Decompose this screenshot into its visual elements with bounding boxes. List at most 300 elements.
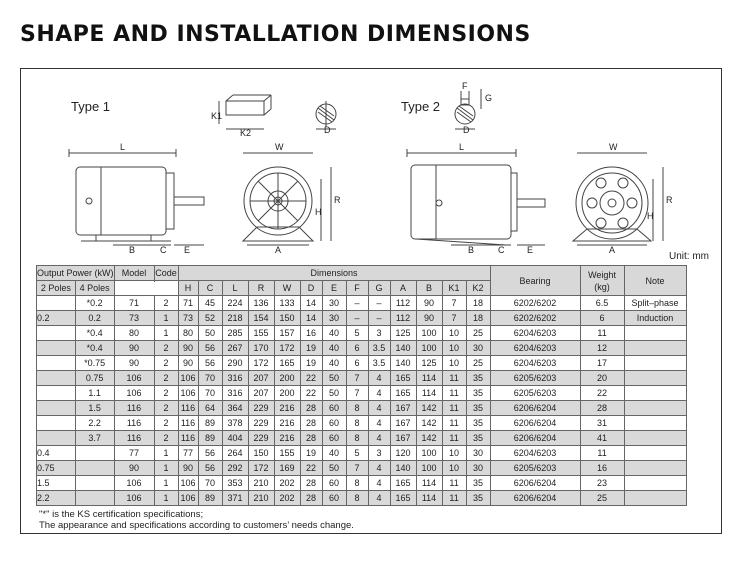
cell-dim-e: 50 bbox=[322, 461, 346, 476]
cell-code: 2 bbox=[154, 431, 178, 446]
header-dim-l: L bbox=[222, 281, 248, 296]
cell-bearing: 6204/6203 bbox=[490, 326, 580, 341]
cell-dim-r: 170 bbox=[248, 341, 274, 356]
cell-dim-h: 90 bbox=[178, 461, 198, 476]
cell-dim-f: 7 bbox=[346, 386, 368, 401]
cell-dim-h: 106 bbox=[178, 491, 198, 506]
header-4-poles: 4 Poles bbox=[75, 281, 114, 296]
cell-dim-f: 7 bbox=[346, 461, 368, 476]
cell-dim-l: 378 bbox=[222, 416, 248, 431]
label-c-type2: C bbox=[498, 245, 505, 255]
header-dim-c: C bbox=[198, 281, 222, 296]
cell-dim-w: 172 bbox=[274, 341, 300, 356]
cell-code: 2 bbox=[154, 416, 178, 431]
cell-bearing: 6202/6202 bbox=[490, 311, 580, 326]
cell-code: 1 bbox=[154, 311, 178, 326]
cell-dim-d: 28 bbox=[300, 401, 322, 416]
spec-sheet-frame bbox=[20, 68, 722, 534]
cell-dim-b: 142 bbox=[416, 431, 442, 446]
header-code: Code bbox=[154, 266, 178, 281]
cell-dim-l: 218 bbox=[222, 311, 248, 326]
cell-note bbox=[624, 386, 686, 401]
table-row bbox=[37, 491, 687, 506]
table-row bbox=[37, 431, 687, 446]
cell-dim-k1: 11 bbox=[442, 371, 466, 386]
type2-side-view bbox=[407, 149, 545, 245]
cell-2-poles: 0.4 bbox=[37, 446, 76, 461]
cell-dim-h: 116 bbox=[178, 416, 198, 431]
cell-dim-w: 200 bbox=[274, 371, 300, 386]
table-row bbox=[37, 371, 687, 386]
cell-dim-r: 207 bbox=[248, 386, 274, 401]
cell-dim-r: 229 bbox=[248, 431, 274, 446]
cell-model: 116 bbox=[114, 401, 154, 416]
cell-2-poles: 0.2 bbox=[37, 311, 76, 326]
unit-label: Unit: mm bbox=[669, 251, 709, 262]
cell-dim-c: 56 bbox=[198, 461, 222, 476]
drawing-canvas bbox=[21, 69, 721, 269]
page-title: SHAPE AND INSTALLATION DIMENSIONS bbox=[20, 22, 531, 47]
cell-dim-d: 14 bbox=[300, 311, 322, 326]
header-weight: Weight (kg) bbox=[580, 266, 624, 296]
cell-dim-k1: 11 bbox=[442, 416, 466, 431]
cell-dim-d: 19 bbox=[300, 446, 322, 461]
cell-dim-w: 216 bbox=[274, 416, 300, 431]
cell-weight: 41 bbox=[580, 431, 624, 446]
cell-dim-f: 8 bbox=[346, 401, 368, 416]
cell-dim-a: 140 bbox=[390, 356, 416, 371]
cell-dim-w: 202 bbox=[274, 476, 300, 491]
cell-dim-c: 70 bbox=[198, 371, 222, 386]
cell-dim-l: 316 bbox=[222, 386, 248, 401]
cell-2-poles bbox=[37, 341, 76, 356]
cell-dim-a: 125 bbox=[390, 326, 416, 341]
cell-note bbox=[624, 326, 686, 341]
cell-dim-h: 77 bbox=[178, 446, 198, 461]
cell-code: 1 bbox=[154, 491, 178, 506]
header-dim-f: F bbox=[346, 281, 368, 296]
cell-dim-k1: 11 bbox=[442, 401, 466, 416]
cell-dim-c: 89 bbox=[198, 491, 222, 506]
cell-dim-f: 5 bbox=[346, 326, 368, 341]
cell-dim-k1: 11 bbox=[442, 431, 466, 446]
cell-2-poles bbox=[37, 296, 76, 311]
cell-dim-f: 8 bbox=[346, 476, 368, 491]
cell-dim-a: 167 bbox=[390, 416, 416, 431]
cell-note: Induction bbox=[624, 311, 686, 326]
cell-note bbox=[624, 431, 686, 446]
cell-dim-k2: 30 bbox=[466, 461, 490, 476]
cell-weight: 28 bbox=[580, 401, 624, 416]
table-row bbox=[37, 461, 687, 476]
cell-dim-r: 210 bbox=[248, 491, 274, 506]
table-row bbox=[37, 476, 687, 491]
cell-dim-e: 50 bbox=[322, 386, 346, 401]
table-row bbox=[37, 386, 687, 401]
cell-2-poles bbox=[37, 431, 76, 446]
cell-dim-b: 114 bbox=[416, 386, 442, 401]
cell-dim-g: 4 bbox=[368, 476, 390, 491]
cell-dim-k2: 30 bbox=[466, 446, 490, 461]
cell-dim-k2: 35 bbox=[466, 416, 490, 431]
cell-dim-k2: 35 bbox=[466, 401, 490, 416]
cell-dim-d: 28 bbox=[300, 491, 322, 506]
cell-weight: 23 bbox=[580, 476, 624, 491]
cell-dim-r: 210 bbox=[248, 476, 274, 491]
cell-dim-c: 89 bbox=[198, 416, 222, 431]
label-e-type2: E bbox=[527, 245, 534, 255]
cell-dim-a: 167 bbox=[390, 431, 416, 446]
cell-dim-g: 3.5 bbox=[368, 341, 390, 356]
cell-4-poles: 0.75 bbox=[75, 371, 114, 386]
cell-dim-g: 4 bbox=[368, 401, 390, 416]
cell-dim-r: 229 bbox=[248, 401, 274, 416]
table-row bbox=[37, 341, 687, 356]
cell-dim-c: 64 bbox=[198, 401, 222, 416]
type2-front-view bbox=[573, 153, 663, 245]
cell-4-poles: *0.4 bbox=[75, 326, 114, 341]
type1-side-view bbox=[69, 149, 204, 245]
cell-dim-k1: 7 bbox=[442, 311, 466, 326]
cell-dim-d: 28 bbox=[300, 431, 322, 446]
cell-dim-k1: 10 bbox=[442, 356, 466, 371]
cell-dim-c: 56 bbox=[198, 446, 222, 461]
header-model: Model bbox=[114, 266, 154, 281]
cell-model: 90 bbox=[114, 461, 154, 476]
cell-dim-l: 316 bbox=[222, 371, 248, 386]
cell-4-poles bbox=[75, 446, 114, 461]
cell-dim-l: 371 bbox=[222, 491, 248, 506]
cell-dim-r: 150 bbox=[248, 446, 274, 461]
cell-dim-a: 140 bbox=[390, 461, 416, 476]
label-h-type2: H bbox=[647, 211, 654, 221]
cell-code: 2 bbox=[154, 401, 178, 416]
cell-dim-a: 165 bbox=[390, 491, 416, 506]
cell-dim-e: 40 bbox=[322, 341, 346, 356]
motor-drawings bbox=[21, 69, 721, 269]
cell-4-poles: *0.4 bbox=[75, 341, 114, 356]
cell-dim-k2: 18 bbox=[466, 311, 490, 326]
cell-dim-g: – bbox=[368, 296, 390, 311]
cell-dim-e: 40 bbox=[322, 446, 346, 461]
cell-2-poles bbox=[37, 356, 76, 371]
cell-dim-k2: 35 bbox=[466, 476, 490, 491]
cell-weight: 12 bbox=[580, 341, 624, 356]
footnote-ks: "*" is the KS certification specifications; bbox=[39, 509, 204, 520]
cell-weight: 16 bbox=[580, 461, 624, 476]
type2-shaft-section bbox=[455, 89, 481, 129]
cell-dim-b: 100 bbox=[416, 446, 442, 461]
type1-label: Type 1 bbox=[71, 99, 111, 114]
cell-note bbox=[624, 341, 686, 356]
cell-dim-k1: 10 bbox=[442, 446, 466, 461]
cell-4-poles: 2.2 bbox=[75, 416, 114, 431]
header-dim-b: B bbox=[416, 281, 442, 296]
cell-dim-d: 14 bbox=[300, 296, 322, 311]
cell-weight: 25 bbox=[580, 491, 624, 506]
cell-dim-e: 60 bbox=[322, 476, 346, 491]
cell-dim-e: 60 bbox=[322, 491, 346, 506]
header-dim-k1: K1 bbox=[442, 281, 466, 296]
cell-dim-k2: 35 bbox=[466, 491, 490, 506]
cell-bearing: 6206/6204 bbox=[490, 431, 580, 446]
cell-dim-a: 165 bbox=[390, 476, 416, 491]
cell-code: 2 bbox=[154, 371, 178, 386]
cell-dim-b: 100 bbox=[416, 461, 442, 476]
cell-dim-r: 207 bbox=[248, 371, 274, 386]
cell-dim-r: 136 bbox=[248, 296, 274, 311]
cell-code: 1 bbox=[154, 326, 178, 341]
cell-note bbox=[624, 416, 686, 431]
cell-code: 2 bbox=[154, 296, 178, 311]
cell-model: 80 bbox=[114, 326, 154, 341]
cell-dim-a: 165 bbox=[390, 371, 416, 386]
table-row bbox=[37, 326, 687, 341]
cell-model: 71 bbox=[114, 296, 154, 311]
cell-dim-k2: 25 bbox=[466, 356, 490, 371]
cell-dim-l: 224 bbox=[222, 296, 248, 311]
cell-dim-l: 285 bbox=[222, 326, 248, 341]
cell-dim-k1: 11 bbox=[442, 476, 466, 491]
label-c-type1: C bbox=[160, 245, 167, 255]
cell-note bbox=[624, 476, 686, 491]
type2-label: Type 2 bbox=[401, 99, 441, 114]
label-h-type1: H bbox=[315, 207, 322, 217]
cell-2-poles: 0.75 bbox=[37, 461, 76, 476]
cell-4-poles: 0.2 bbox=[75, 311, 114, 326]
header-dim-h: H bbox=[178, 281, 198, 296]
cell-bearing: 6205/6203 bbox=[490, 461, 580, 476]
cell-dim-k2: 35 bbox=[466, 431, 490, 446]
header-note: Note bbox=[624, 266, 686, 296]
cell-weight: 6 bbox=[580, 311, 624, 326]
cell-dim-d: 19 bbox=[300, 341, 322, 356]
cell-dim-w: 165 bbox=[274, 356, 300, 371]
cell-weight: 31 bbox=[580, 416, 624, 431]
header-dim-r: R bbox=[248, 281, 274, 296]
cell-bearing: 6204/6203 bbox=[490, 446, 580, 461]
cell-dim-w: 169 bbox=[274, 461, 300, 476]
cell-dim-f: – bbox=[346, 296, 368, 311]
cell-dim-h: 80 bbox=[178, 326, 198, 341]
cell-note: Split–phase bbox=[624, 296, 686, 311]
cell-4-poles bbox=[75, 461, 114, 476]
cell-dim-d: 22 bbox=[300, 461, 322, 476]
cell-dim-f: 5 bbox=[346, 446, 368, 461]
cell-dim-e: 60 bbox=[322, 401, 346, 416]
label-r-type1: R bbox=[334, 195, 341, 205]
type1-front-view bbox=[243, 153, 331, 245]
cell-dim-f: 6 bbox=[346, 341, 368, 356]
cell-dim-w: 216 bbox=[274, 401, 300, 416]
cell-dim-c: 56 bbox=[198, 341, 222, 356]
cell-dim-a: 140 bbox=[390, 341, 416, 356]
cell-dim-b: 142 bbox=[416, 416, 442, 431]
cell-dim-f: 8 bbox=[346, 416, 368, 431]
cell-2-poles: 2.2 bbox=[37, 491, 76, 506]
cell-dim-d: 28 bbox=[300, 416, 322, 431]
header-dim-g: G bbox=[368, 281, 390, 296]
cell-weight: 17 bbox=[580, 356, 624, 371]
cell-dim-g: 3 bbox=[368, 326, 390, 341]
label-l-type1: L bbox=[120, 142, 126, 152]
header-dim-d: D bbox=[300, 281, 322, 296]
table-row bbox=[37, 401, 687, 416]
header-2-poles: 2 Poles bbox=[37, 281, 76, 296]
label-f: F bbox=[462, 81, 468, 91]
cell-bearing: 6206/6204 bbox=[490, 491, 580, 506]
cell-dim-c: 52 bbox=[198, 311, 222, 326]
cell-dim-k2: 35 bbox=[466, 386, 490, 401]
label-e-type1: E bbox=[184, 245, 191, 255]
cell-model: 77 bbox=[114, 446, 154, 461]
cell-model: 116 bbox=[114, 431, 154, 446]
cell-dim-r: 172 bbox=[248, 356, 274, 371]
cell-bearing: 6206/6204 bbox=[490, 476, 580, 491]
cell-dim-h: 116 bbox=[178, 431, 198, 446]
cell-dim-h: 90 bbox=[178, 356, 198, 371]
label-r-type2: R bbox=[666, 195, 673, 205]
cell-model: 73 bbox=[114, 311, 154, 326]
cell-dim-g: 3 bbox=[368, 446, 390, 461]
cell-model: 106 bbox=[114, 491, 154, 506]
cell-dim-b: 100 bbox=[416, 341, 442, 356]
cell-dim-r: 229 bbox=[248, 416, 274, 431]
cell-dim-k2: 25 bbox=[466, 326, 490, 341]
cell-2-poles bbox=[37, 416, 76, 431]
table-row bbox=[37, 296, 687, 311]
cell-dim-b: 90 bbox=[416, 296, 442, 311]
cell-dim-e: 60 bbox=[322, 416, 346, 431]
cell-model: 116 bbox=[114, 416, 154, 431]
cell-dim-e: 30 bbox=[322, 311, 346, 326]
cell-bearing: 6202/6202 bbox=[490, 296, 580, 311]
cell-model: 90 bbox=[114, 341, 154, 356]
cell-code: 1 bbox=[154, 476, 178, 491]
cell-weight: 6.5 bbox=[580, 296, 624, 311]
cell-dim-l: 292 bbox=[222, 461, 248, 476]
table-row bbox=[37, 311, 687, 326]
cell-dim-r: 172 bbox=[248, 461, 274, 476]
header-dimensions: Dimensions bbox=[178, 266, 490, 281]
cell-dim-a: 112 bbox=[390, 311, 416, 326]
type1-key-detail bbox=[219, 95, 271, 129]
label-b-type1: B bbox=[129, 245, 136, 255]
dimensions-table bbox=[36, 265, 687, 506]
cell-dim-a: 167 bbox=[390, 401, 416, 416]
cell-dim-k1: 10 bbox=[442, 326, 466, 341]
cell-dim-k2: 18 bbox=[466, 296, 490, 311]
cell-dim-d: 28 bbox=[300, 476, 322, 491]
cell-dim-f: – bbox=[346, 311, 368, 326]
label-w-type1: W bbox=[275, 142, 284, 152]
cell-dim-g: 4 bbox=[368, 491, 390, 506]
cell-dim-d: 16 bbox=[300, 326, 322, 341]
footnotes bbox=[39, 509, 354, 531]
cell-dim-c: 56 bbox=[198, 356, 222, 371]
cell-model: 106 bbox=[114, 386, 154, 401]
table-row bbox=[37, 416, 687, 431]
cell-bearing: 6205/6203 bbox=[490, 386, 580, 401]
cell-dim-k1: 11 bbox=[442, 386, 466, 401]
cell-dim-l: 353 bbox=[222, 476, 248, 491]
label-b-type2: B bbox=[468, 245, 475, 255]
cell-note bbox=[624, 401, 686, 416]
cell-2-poles bbox=[37, 371, 76, 386]
cell-2-poles: 1.5 bbox=[37, 476, 76, 491]
header-dim-e: E bbox=[322, 281, 346, 296]
cell-dim-c: 45 bbox=[198, 296, 222, 311]
cell-dim-e: 30 bbox=[322, 296, 346, 311]
cell-dim-r: 154 bbox=[248, 311, 274, 326]
cell-dim-b: 114 bbox=[416, 371, 442, 386]
cell-dim-e: 60 bbox=[322, 431, 346, 446]
cell-dim-d: 22 bbox=[300, 371, 322, 386]
cell-dim-l: 404 bbox=[222, 431, 248, 446]
cell-dim-d: 22 bbox=[300, 386, 322, 401]
cell-4-poles: 1.5 bbox=[75, 401, 114, 416]
cell-dim-b: 114 bbox=[416, 491, 442, 506]
cell-4-poles: *0.2 bbox=[75, 296, 114, 311]
cell-weight: 11 bbox=[580, 446, 624, 461]
cell-dim-f: 8 bbox=[346, 491, 368, 506]
footnote-customization: The appearance and specifications according to customers’ needs change. bbox=[39, 520, 354, 531]
cell-note bbox=[624, 371, 686, 386]
cell-dim-k1: 7 bbox=[442, 296, 466, 311]
cell-dim-k2: 30 bbox=[466, 341, 490, 356]
label-k2: K2 bbox=[240, 128, 252, 138]
table-row bbox=[37, 446, 687, 461]
header-dim-w: W bbox=[274, 281, 300, 296]
cell-dim-g: 4 bbox=[368, 416, 390, 431]
cell-dim-a: 165 bbox=[390, 386, 416, 401]
cell-dim-e: 50 bbox=[322, 371, 346, 386]
cell-dim-h: 90 bbox=[178, 341, 198, 356]
cell-note bbox=[624, 461, 686, 476]
cell-dim-h: 116 bbox=[178, 401, 198, 416]
cell-dim-b: 100 bbox=[416, 326, 442, 341]
cell-dim-g: – bbox=[368, 311, 390, 326]
cell-dim-h: 106 bbox=[178, 386, 198, 401]
cell-code: 2 bbox=[154, 386, 178, 401]
cell-dim-c: 89 bbox=[198, 431, 222, 446]
cell-dim-k2: 35 bbox=[466, 371, 490, 386]
cell-4-poles bbox=[75, 491, 114, 506]
cell-dim-k1: 10 bbox=[442, 341, 466, 356]
label-g: G bbox=[485, 93, 493, 103]
header-output-power: Output Power (kW) bbox=[37, 266, 115, 281]
cell-dim-l: 290 bbox=[222, 356, 248, 371]
cell-dim-f: 7 bbox=[346, 371, 368, 386]
cell-dim-c: 70 bbox=[198, 476, 222, 491]
cell-dim-e: 40 bbox=[322, 356, 346, 371]
cell-dim-w: 200 bbox=[274, 386, 300, 401]
cell-dim-g: 4 bbox=[368, 371, 390, 386]
cell-4-poles: *0.75 bbox=[75, 356, 114, 371]
cell-dim-h: 106 bbox=[178, 476, 198, 491]
cell-dim-g: 4 bbox=[368, 386, 390, 401]
label-d-type2: D bbox=[463, 125, 470, 135]
label-a-type1: A bbox=[275, 245, 282, 255]
cell-bearing: 6206/6204 bbox=[490, 416, 580, 431]
label-w-type2: W bbox=[609, 142, 618, 152]
cell-dim-w: 202 bbox=[274, 491, 300, 506]
cell-2-poles bbox=[37, 401, 76, 416]
cell-code: 1 bbox=[154, 461, 178, 476]
label-k1: K1 bbox=[211, 111, 223, 121]
cell-dim-l: 267 bbox=[222, 341, 248, 356]
cell-dim-l: 364 bbox=[222, 401, 248, 416]
